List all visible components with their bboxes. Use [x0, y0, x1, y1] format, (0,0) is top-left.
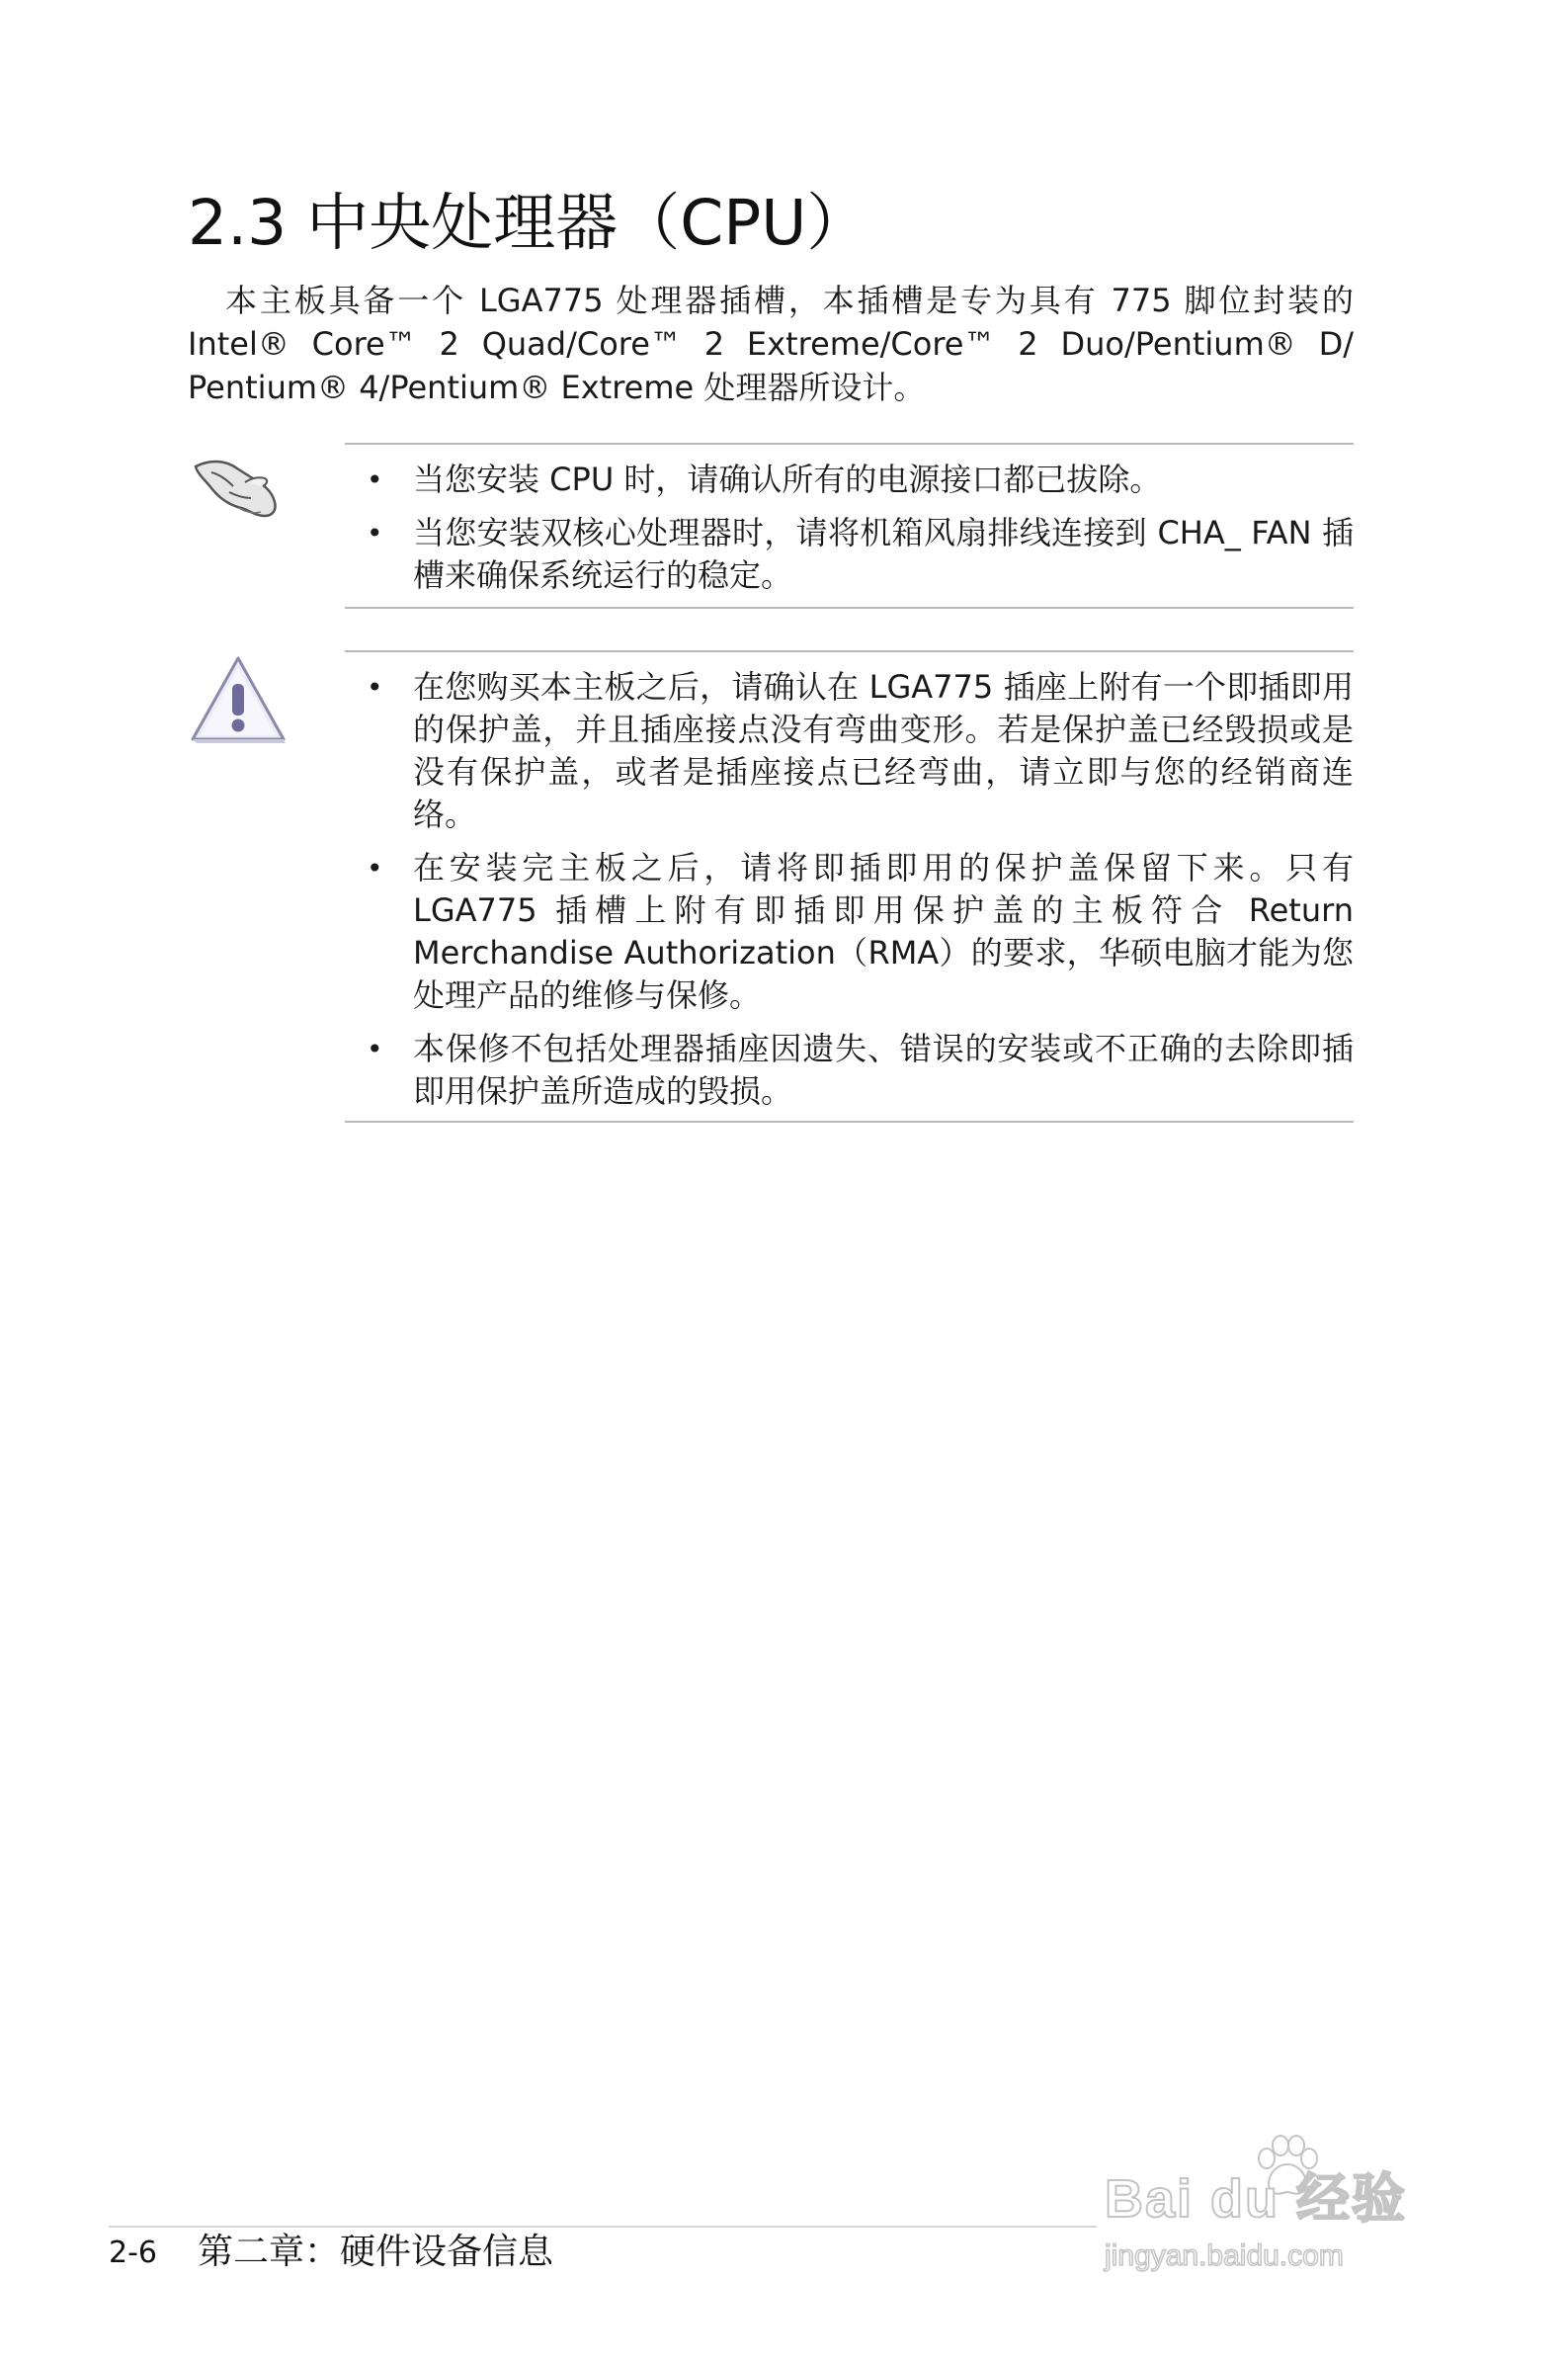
warning-item [345, 1028, 1354, 1113]
pointing-hand-icon [190, 453, 285, 524]
warning-item-text: 本保修不包括处理器插座因遗失、错误的安装或不正确的去除即插即用保护盖所造成的毁损。 [413, 1030, 1354, 1110]
warning-item [345, 847, 1354, 1017]
bullet: • [367, 517, 383, 549]
watermark-url: jingyan.baidu.com [1105, 2239, 1344, 2272]
footer-page-number: 2-6 [109, 2236, 157, 2270]
watermark-brand: Bai du 经验 [1105, 2169, 1408, 2229]
note-item-text: 当您安装双核心处理器时，请将机箱风扇排线连接到 CHA_ FAN 插槽来确保系统运行的稳定。 [413, 514, 1354, 594]
bullet: • [367, 1033, 383, 1065]
note-item-text: 当您安装 CPU 时，请确认所有的电源接口都已拔除。 [413, 461, 1162, 498]
note-list [345, 445, 1354, 597]
note-item [345, 512, 1354, 597]
warning-triangle-icon [189, 654, 288, 747]
warning-list [345, 652, 1354, 1113]
page-title: 2.3 中央处理器（CPU） [188, 187, 869, 259]
bullet: • [367, 464, 383, 496]
bullet: • [367, 671, 383, 704]
footer-divider [109, 2226, 1097, 2228]
intro-paragraph: 本主板具备一个 LGA775 处理器插槽，本插槽是专为具有 775 脚位封装的 Intel® Core™ 2 Quad/Core™ 2 Extreme/Core™ 2 Duo/Pentium® D/ Pentium® 4/Pentium® Extreme 处理器所设计。 [188, 282, 1354, 406]
footer-chapter-title: 第二章：硬件设备信息 [198, 2232, 554, 2272]
warning-item [345, 666, 1354, 836]
baidu-watermark [1105, 2135, 1460, 2283]
bullet: • [367, 852, 383, 885]
note-item [345, 459, 1354, 501]
warning-item-text: 在您购买本主板之后，请确认在 LGA775 插座上附有一个即插即用的保护盖，并且插座接点没有弯曲变形。若是保护盖已经毁损或是没有保护盖，或者是插座接点已经弯曲，请立即与您的经销商连络。 [413, 668, 1354, 833]
note-box [345, 443, 1354, 609]
warning-item-text: 在安装完主板之后，请将即插即用的保护盖保留下来。只有 LGA775 插槽上附有即插即用保护盖的主板符合 Return Merchandise Authorization（RMA）的要求，华硕电脑才能为您处理产品的维修与保修。 [413, 849, 1354, 1014]
warning-box [345, 650, 1354, 1123]
